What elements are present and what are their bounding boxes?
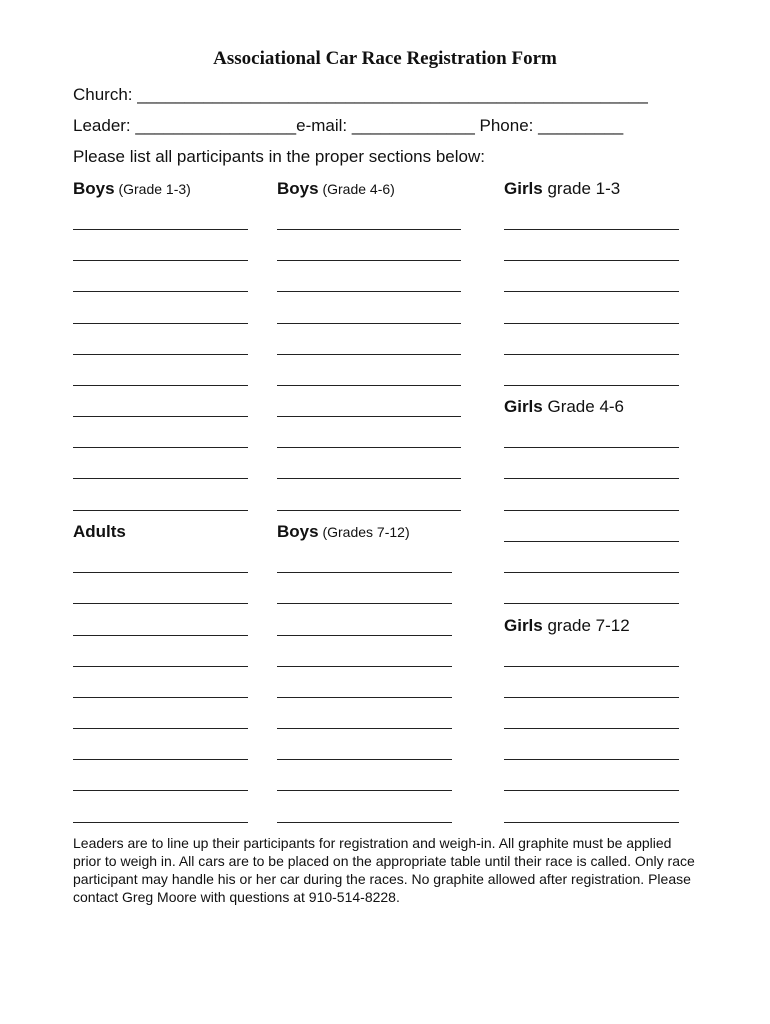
boys-1-3-entry[interactable] bbox=[73, 385, 248, 386]
boys-7-12-entry[interactable] bbox=[277, 697, 452, 698]
girls-7-12-entry[interactable] bbox=[504, 822, 679, 823]
church-line bbox=[73, 85, 648, 105]
boys-4-6-entry[interactable] bbox=[277, 260, 461, 261]
boys-4-6-entry[interactable] bbox=[277, 385, 461, 386]
boys-7-12-entry[interactable] bbox=[277, 728, 452, 729]
girls-7-12-entry[interactable] bbox=[504, 666, 679, 667]
boys-4-6-entry[interactable] bbox=[277, 510, 461, 511]
boys-7-12-entry[interactable] bbox=[277, 790, 452, 791]
header-bold: Boys bbox=[277, 522, 319, 541]
adults-entry[interactable] bbox=[73, 822, 248, 823]
header-bold: Adults bbox=[73, 522, 126, 541]
girls-7-12-entry[interactable] bbox=[504, 790, 679, 791]
header-sub: (Grades 7-12) bbox=[318, 524, 410, 540]
header-bold: Boys bbox=[277, 179, 319, 198]
leader-label: Leader: bbox=[73, 116, 136, 135]
boys-4-6-entry[interactable] bbox=[277, 323, 461, 324]
leader-line bbox=[73, 116, 623, 136]
girls-grade-7-12-header bbox=[504, 616, 630, 636]
girls-4-6-entry[interactable] bbox=[504, 478, 679, 479]
boys-7-12-entry[interactable] bbox=[277, 603, 452, 604]
boys-grade-1-3-header bbox=[73, 179, 191, 199]
girls-7-12-entry[interactable] bbox=[504, 759, 679, 760]
girls-4-6-entry[interactable] bbox=[504, 447, 679, 448]
boys-1-3-entry[interactable] bbox=[73, 323, 248, 324]
boys-7-12-entry[interactable] bbox=[277, 572, 452, 573]
adults-header bbox=[73, 522, 126, 542]
adults-entry[interactable] bbox=[73, 666, 248, 667]
adults-entry[interactable] bbox=[73, 697, 248, 698]
boys-1-3-entry[interactable] bbox=[73, 447, 248, 448]
girls-4-6-entry[interactable] bbox=[504, 541, 679, 542]
adults-entry[interactable] bbox=[73, 603, 248, 604]
adults-entry[interactable] bbox=[73, 572, 248, 573]
girls-1-3-entry[interactable] bbox=[504, 229, 679, 230]
boys-1-3-entry[interactable] bbox=[73, 478, 248, 479]
boys-grade-4-6-header bbox=[277, 179, 395, 199]
girls-7-12-entry[interactable] bbox=[504, 697, 679, 698]
leader-field[interactable]: _________________ bbox=[135, 116, 297, 135]
boys-4-6-entry[interactable] bbox=[277, 416, 461, 417]
girls-1-3-entry[interactable] bbox=[504, 385, 679, 386]
header-sub: (Grade 1-3) bbox=[114, 181, 191, 197]
phone-field[interactable]: _________ bbox=[538, 116, 624, 135]
girls-1-3-entry[interactable] bbox=[504, 260, 679, 261]
girls-grade-1-3-header bbox=[504, 179, 620, 199]
email-label: e-mail: bbox=[296, 116, 352, 135]
boys-1-3-entry[interactable] bbox=[73, 510, 248, 511]
boys-grade-7-12-header bbox=[277, 522, 410, 542]
header-sub: grade 7-12 bbox=[542, 616, 630, 635]
church-field[interactable]: ______________________________________________________ bbox=[137, 85, 648, 104]
header-sub: Grade 4-6 bbox=[542, 397, 625, 416]
church-label: Church: bbox=[73, 85, 138, 104]
boys-1-3-entry[interactable] bbox=[73, 354, 248, 355]
header-sub: grade 1-3 bbox=[542, 179, 621, 198]
boys-7-12-entry[interactable] bbox=[277, 666, 452, 667]
boys-1-3-entry[interactable] bbox=[73, 260, 248, 261]
phone-label: Phone: bbox=[474, 116, 539, 135]
boys-4-6-entry[interactable] bbox=[277, 291, 461, 292]
girls-1-3-entry[interactable] bbox=[504, 354, 679, 355]
instructions: Please list all participants in the proper sections below: bbox=[73, 147, 485, 166]
adults-entry[interactable] bbox=[73, 759, 248, 760]
adults-entry[interactable] bbox=[73, 728, 248, 729]
girls-1-3-entry[interactable] bbox=[504, 291, 679, 292]
boys-4-6-entry[interactable] bbox=[277, 447, 461, 448]
boys-4-6-entry[interactable] bbox=[277, 229, 461, 230]
header-bold: Boys bbox=[73, 179, 115, 198]
girls-4-6-entry[interactable] bbox=[504, 510, 679, 511]
header-bold: Girls bbox=[504, 616, 543, 635]
boys-1-3-entry[interactable] bbox=[73, 291, 248, 292]
form-title: Associational Car Race Registration Form bbox=[213, 48, 557, 69]
girls-1-3-entry[interactable] bbox=[504, 323, 679, 324]
header-sub: (Grade 4-6) bbox=[318, 181, 395, 197]
boys-1-3-entry[interactable] bbox=[73, 416, 248, 417]
boys-4-6-entry[interactable] bbox=[277, 354, 461, 355]
boys-7-12-entry[interactable] bbox=[277, 759, 452, 760]
boys-4-6-entry[interactable] bbox=[277, 478, 461, 479]
boys-7-12-entry[interactable] bbox=[277, 635, 452, 636]
header-bold: Girls bbox=[504, 179, 543, 198]
header-bold: Girls bbox=[504, 397, 543, 416]
girls-7-12-entry[interactable] bbox=[504, 728, 679, 729]
girls-4-6-entry[interactable] bbox=[504, 603, 679, 604]
footer-instructions: Leaders are to line up their participants for registration and weigh-in. All graphite must be applied prior to weigh in. All cars are to be placed on the appropriate table until their race is called. Only race participant may handle his or her car during the races. No graphite allowed after registration. Please contact Greg Moore with questions at 910-514-8228. bbox=[73, 835, 695, 905]
boys-7-12-entry[interactable] bbox=[277, 822, 452, 823]
girls-grade-4-6-header bbox=[504, 397, 624, 417]
adults-entry[interactable] bbox=[73, 635, 248, 636]
girls-4-6-entry[interactable] bbox=[504, 572, 679, 573]
adults-entry[interactable] bbox=[73, 790, 248, 791]
boys-1-3-entry[interactable] bbox=[73, 229, 248, 230]
email-field[interactable]: _____________ bbox=[351, 116, 475, 135]
